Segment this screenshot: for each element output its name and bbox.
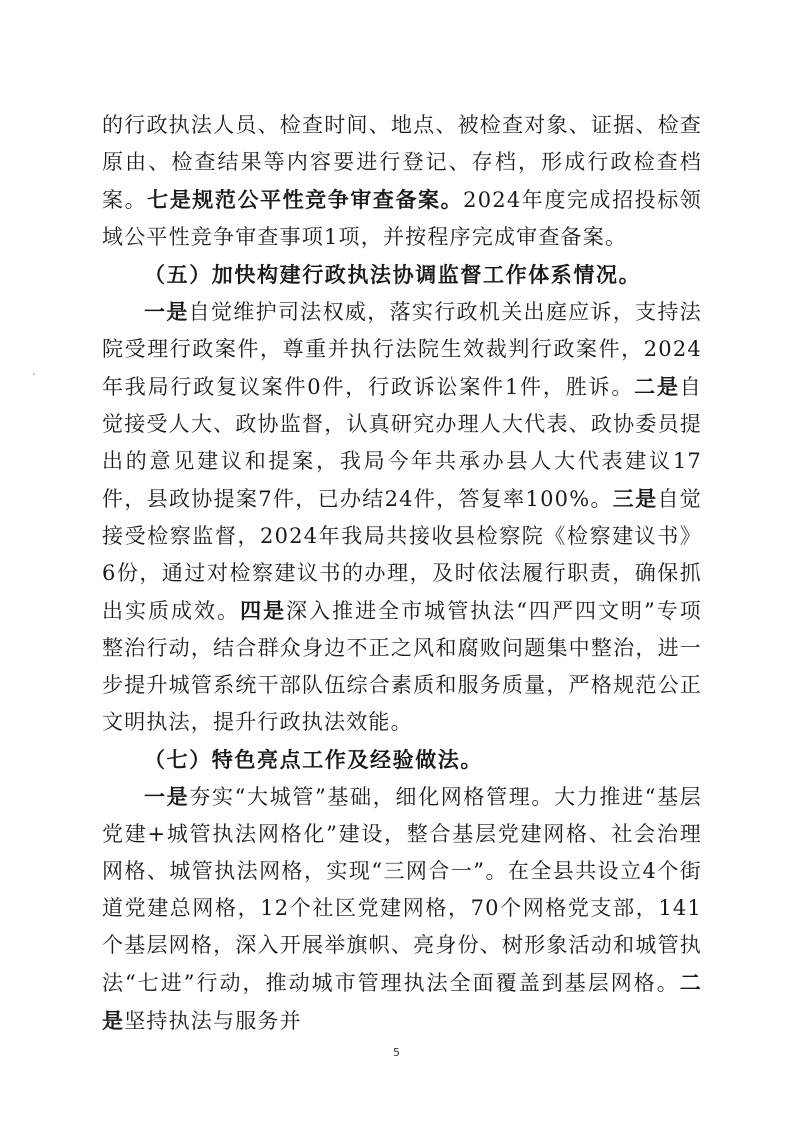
bold-run: 四是 (240, 598, 287, 623)
text-run: 自觉接受人大、政协监督，认真研究办理人大代表、政协委员提出的意见建议和提案，我局今年共承办县人大代表建议17件，县政协提案7件，已办结24件，答复率100%。 (102, 375, 702, 511)
bold-run: 二是 (634, 374, 680, 399)
bold-run: 七是规范公平性竞争审查备案。 (147, 187, 464, 212)
bold-run: （五）加快构建行政执法协调监督工作体系情况。 (144, 262, 642, 287)
page-number: 5 (393, 1046, 400, 1059)
text-run: 深入推进全市城管执法“四严四文明”专项整治行动，结合群众身边不正之风和腐败问题集中整治，进一步提升城管系统干部队伍综合素质和服务质量，严格规范公正文明执法，提升行政执法效能。 (102, 599, 702, 734)
section-heading (102, 256, 702, 293)
text-run: 自觉维护司法权威，落实行政机关出庭应诉，支持法院受理行政案件，尊重并执行法院生效裁判行政案件，2024年我局行政复议案件0件，行政诉讼案件1件，胜诉。 (102, 300, 702, 399)
text-run: 自觉接受检察监督，2024年我局共接收县检察院《检察建议书》6份，通过对检察建议书的办理，及时依法履行职责，确保抓出实质成效。 (102, 487, 702, 623)
text-run: 夯实“大城管”基础，细化网格管理。大力推进“基层党建+城管执法网格化”建设，整合基层党建网格、社会治理网格、城管执法网格，实现“三网合一”。在全县共设立4个街道党建总网格，12个社区党建网格，70个网格党支部，141个基层网格，深入开展举旗帜、亮身份、树形象活动和城管执法“七进”行动，推动城市管理执法全面覆盖到基层网格。 (102, 785, 702, 995)
body-text (102, 107, 702, 1040)
section-heading (102, 741, 702, 778)
text-run: 2024年度完成招投标领域公平性竞争审查事项1项，并按程序完成审查备案。 (102, 188, 702, 249)
text-run: 坚持执法与服务并 (124, 1009, 302, 1033)
text-run: 的行政执法人员、检查时间、地点、被检查对象、证据、检查原由、检查结果等内容要进行登记、存档，形成行政检查档案。 (102, 113, 702, 212)
bold-run: 三是 (612, 486, 658, 511)
bold-run: 一是 (144, 784, 190, 809)
paragraph (102, 107, 702, 256)
bold-run: （七）特色亮点工作及经验做法。 (144, 747, 483, 772)
paragraph (102, 293, 702, 741)
bold-run: 二是 (102, 970, 702, 1033)
paragraph (102, 778, 702, 1040)
scan-speck (33, 373, 35, 375)
bold-run: 一是 (144, 299, 189, 324)
